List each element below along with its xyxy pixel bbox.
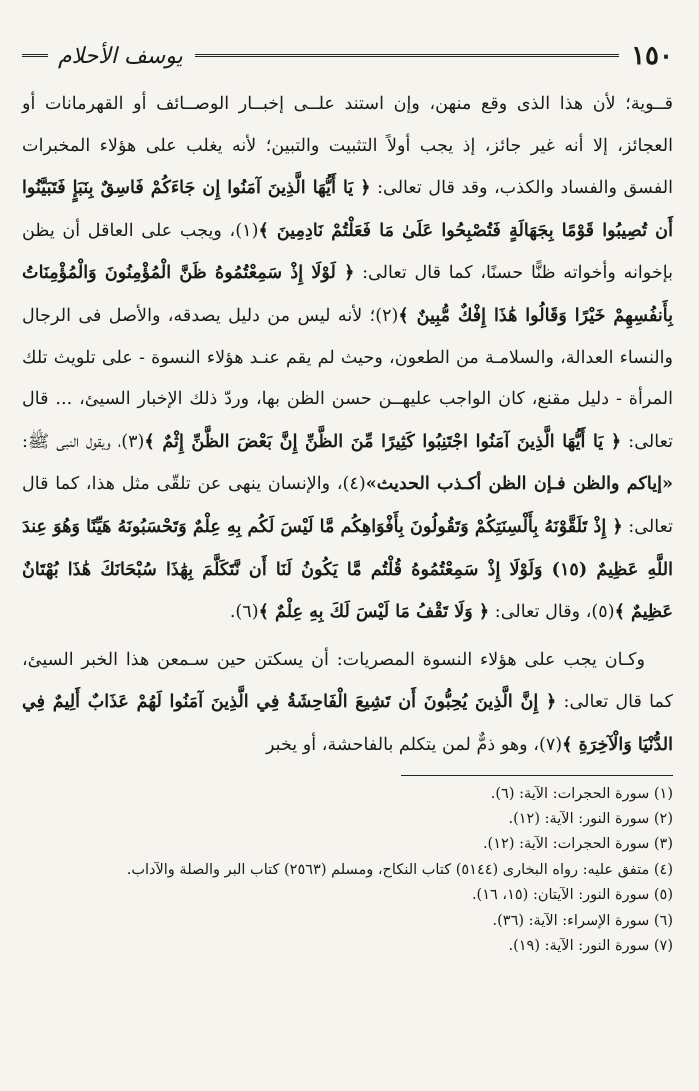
footnote: (٧) سورة النور: الآية: (١٩).	[508, 937, 673, 954]
header-rule-short	[22, 54, 48, 59]
quran-verse: ﴿ وَلَا تَقْفُ مَا لَيْسَ لَكَ بِهِ عِلْمٌ ﴾	[258, 601, 490, 623]
footnote: (٣) سورة الحجرات: الآية: (١٢).	[482, 836, 673, 853]
paragraph	[22, 640, 673, 767]
page-header	[22, 34, 673, 78]
footnote-separator	[401, 775, 673, 776]
footnote: (٢) سورة النور: الآية: (١٢).	[508, 810, 673, 827]
text-run: قــوية؛ لأن هذا الذى وقع منهن، وإن استند علــى إخبــار الوصــائف أو القهرمانات أو العجائز، إلا أنه غير جائز، إذ يجب أولاً التثبيت والتبين؛ لأنه يغلب على هؤلاء المخبرات الفسق والفساد والكذب، وقد قال تعالى:	[22, 94, 673, 199]
page-number: ١٥٠	[631, 41, 673, 71]
text-run: وكـان يجب على هؤلاء النسوة المصريات: أن يسكتن حين سـمعن هذا الخبر السيئ، كما قال تعالى:	[22, 649, 674, 713]
text-run: (١)، ويجب على العاقل أن يظن بإخوانه وأخواته ظنًّا حسنًا، كما قال تعالى:	[22, 220, 674, 284]
paragraph	[22, 84, 673, 634]
quran-verse: ﴿ لَوْلَا إِذْ سَمِعْتُمُوهُ ظَنَّ الْمُؤْمِنُونَ وَالْمُؤْمِنَاتُ بِأَنفُسِهِمْ خَيْرًا وَقَالُوا هَٰذَا إِفْكٌ مُّبِينٌ ﴾	[22, 262, 673, 326]
footnotes	[22, 782, 673, 960]
footnote: (١) سورة الحجرات: الآية: (٦).	[490, 785, 673, 802]
text-run: (٣)، ويقول النبى ﷺ:	[22, 431, 145, 452]
quran-verse: ﴿ إِذْ تَلَقَّوْنَهُ بِأَلْسِنَتِكُمْ وَتَقُولُونَ بِأَفْوَاهِكُم مَّا لَيْسَ لَكُم بِهِ عِلْمٌ وَتَحْسَبُونَهُ هَيِّنًا وَهُوَ عِندَ اللَّهِ عَظِيمٌ (١٥) وَلَوْلَا إِذْ سَمِعْتُمُوهُ قُلْتُم مَّا يَكُونُ لَنَا أَن نَّتَكَلَّمَ بِهَٰذَا سُبْحَانَكَ هَٰذَا بُهْتَانٌ عَظِيمٌ ﴾	[22, 515, 674, 623]
text-run: (٤)، والإنسان ينهى عن تلقّى مثل هذا، كما قال تعالى:	[22, 474, 673, 537]
quran-verse: «إياكم والظن فـإن الظن أكـذب الحديث»	[365, 473, 673, 495]
body-text	[22, 84, 673, 767]
footnote: (٦) سورة الإسراء: الآية: (٣٦).	[492, 912, 673, 929]
quran-verse: ﴿ يَا أَيُّهَا الَّذِينَ آمَنُوا إِن جَاءَكُمْ فَاسِقٌ بِنَبَإٍ فَتَبَيَّنُوا أَن تُصِيبُوا قَوْمًا بِجَهَالَةٍ فَتُصْبِحُوا عَلَىٰ مَا فَعَلْتُمْ نَادِمِينَ ﴾	[22, 177, 673, 241]
text-run: (٧)، وهو ذمٌّ لمن يتكلم بالفاحشة، أو يخبر	[265, 734, 563, 755]
quran-verse: ﴿ إِنَّ الَّذِينَ يُحِبُّونَ أَن تَشِيعَ الْفَاحِشَةُ فِي الَّذِينَ آمَنُوا لَهُمْ عَذَابٌ أَلِيمٌ فِي الدُّنْيَا وَالْآخِرَةِ ﴾	[22, 691, 673, 755]
footnote: (٤) متفق عليه: رواه البخارى (٥١٤٤) كتاب النكاح، ومسلم (٢٥٦٣) كتاب البر والصلة والآداب.	[126, 861, 673, 878]
text-run: (٢)؛ لأنه ليس من دليل يصدقه، والأصل فى الرجال والنساء العدالة، والسلامـة من الطعون، وحيث لم يقم عنـد هؤلاء النسوة - على تلويث تلك المرأة - دليل مقنع، كان الواجب عليهــن حسن الظن بها، وردّ ذلك الإخبار السيئ، ... قال تعالى:	[22, 305, 673, 452]
text-run: (٥)، وقال تعالى:	[489, 602, 615, 623]
footnote: (٥) سورة النور: الآيتان: (١٥، ١٦).	[471, 887, 673, 904]
quran-verse: ﴿ يَا أَيُّهَا الَّذِينَ آمَنُوا اجْتَنِبُوا كَثِيرًا مِّنَ الظَّنِّ إِنَّ بَعْضَ الظَّنِّ إِثْمٌ ﴾	[144, 430, 622, 452]
running-title: يوسف الأحلام	[58, 43, 183, 69]
text-run: (٦).	[229, 602, 259, 623]
header-rule	[195, 54, 619, 59]
